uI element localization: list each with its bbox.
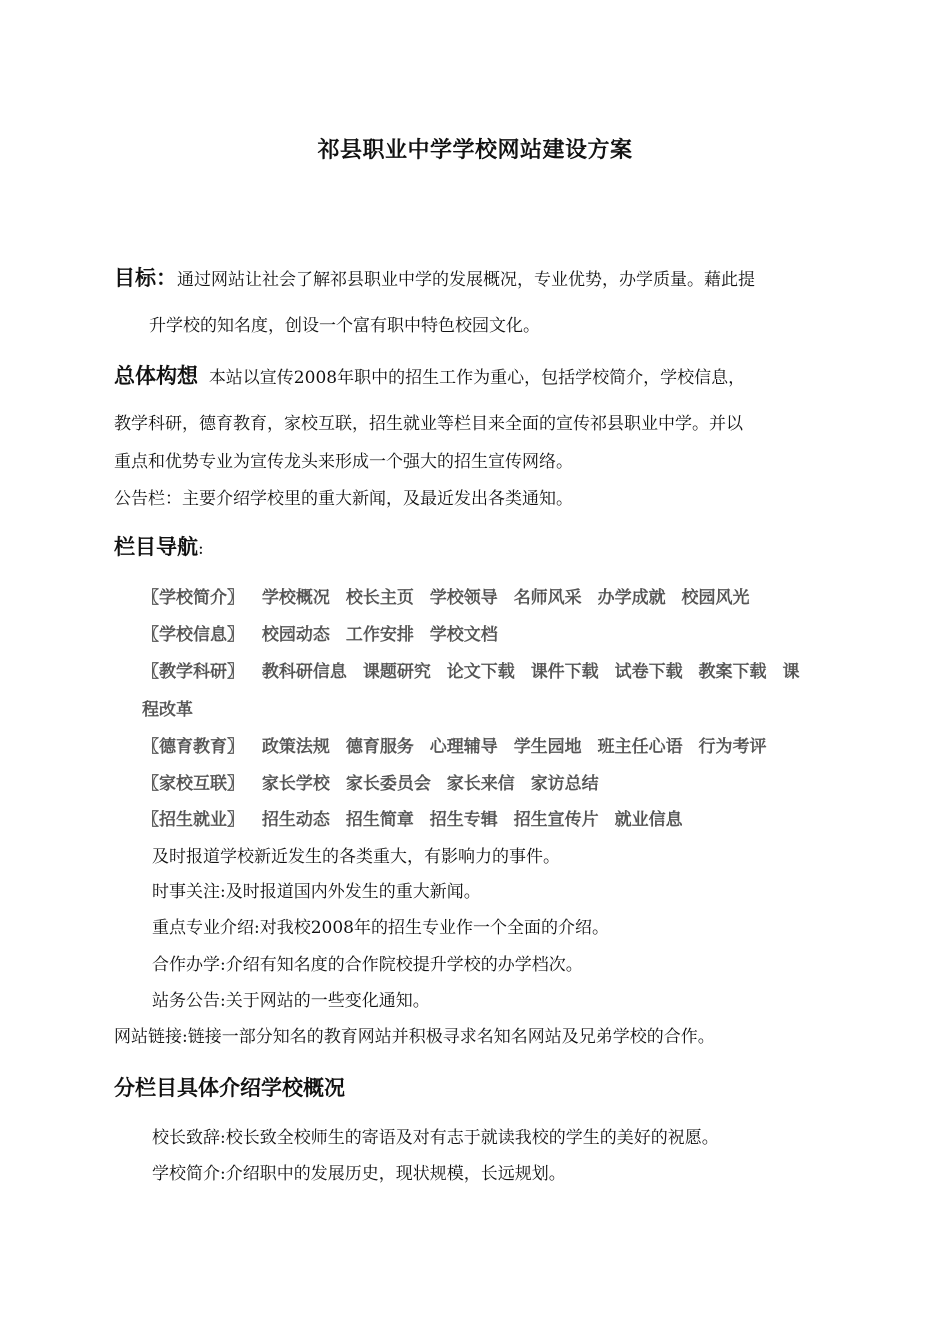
note-line: 时事关注:及时报道国内外发生的重大新闻。: [152, 882, 481, 902]
note-line: 站务公告:关于网站的一些变化通知。: [152, 991, 430, 1011]
nav-item[interactable]: 家长委员会: [345, 774, 431, 794]
nav-item[interactable]: 教案下载: [698, 662, 767, 682]
nav-item[interactable]: 校园风光: [681, 588, 750, 608]
nav-item[interactable]: 班主任心语: [597, 737, 683, 757]
concept-label: 总体构想: [114, 364, 198, 388]
nav-item[interactable]: 教科研信息: [261, 662, 347, 682]
nav-item[interactable]: 招生专辑: [429, 810, 498, 830]
nav-item[interactable]: 德育服务: [345, 737, 414, 757]
nav-row-teaching-research-cont: [142, 698, 193, 722]
nav-item[interactable]: 招生动态: [261, 810, 330, 830]
nav-item[interactable]: 校园动态: [261, 625, 330, 645]
nav-item[interactable]: 招生宣传片: [513, 810, 599, 830]
nav-item[interactable]: 工作安排: [345, 625, 414, 645]
nav-section-heading: [114, 535, 204, 561]
document-title: 祁县职业中学学校网站建设方案: [317, 138, 633, 163]
nav-section-label: 栏目导航: [114, 535, 198, 559]
detail-line: 学校简介:介绍职中的发展历史，现状规模，长远规划。: [152, 1164, 566, 1184]
nav-item[interactable]: 家长学校: [261, 774, 330, 794]
nav-row-admission-employment: [142, 808, 693, 832]
nav-item[interactable]: 校长主页: [345, 588, 414, 608]
nav-category: 〖德育教育〗: [142, 737, 244, 757]
note-line: 重点专业介绍:对我校2008年的招生专业作一个全面的介绍。: [152, 918, 609, 938]
nav-item[interactable]: 招生简章: [345, 810, 414, 830]
concept-text-2: 教学科研，德育教育，家校互联，招生就业等栏目来全面的宣传祁县职业中学。并以: [114, 414, 743, 434]
nav-row-home-school: [142, 772, 609, 796]
links-note: 网站链接:链接一部分知名的教育网站并积极寻求名知名网站及兄弟学校的合作。: [114, 1027, 715, 1047]
nav-row-school-intro: [142, 586, 760, 610]
note-line: 合作办学:介绍有知名度的合作院校提升学校的办学档次。: [152, 955, 583, 975]
goal-text-1: 通过网站让社会了解祁县职业中学的发展概况，专业优势，办学质量。藉此提: [177, 270, 755, 290]
nav-section-colon: :: [198, 539, 204, 559]
nav-item[interactable]: 办学成就: [597, 588, 666, 608]
nav-category: 〖家校互联〗: [142, 774, 244, 794]
detail-section-heading: 分栏目具体介绍学校概况: [114, 1076, 345, 1100]
nav-item[interactable]: 学生园地: [513, 737, 582, 757]
note-line: 及时报道学校新近发生的各类重大，有影响力的事件。: [152, 847, 560, 867]
nav-item[interactable]: 试卷下载: [614, 662, 683, 682]
nav-item[interactable]: 程改革: [142, 700, 193, 720]
nav-item[interactable]: 学校领导: [429, 588, 498, 608]
announcement-note: 公告栏：主要介绍学校里的重大新闻，及最近发出各类通知。: [114, 489, 573, 509]
nav-item[interactable]: 家长来信: [446, 774, 515, 794]
nav-item[interactable]: 论文下载: [446, 662, 515, 682]
nav-item[interactable]: 课件下载: [530, 662, 599, 682]
nav-item[interactable]: 学校文档: [429, 625, 498, 645]
nav-item[interactable]: 政策法规: [261, 737, 330, 757]
nav-item[interactable]: 课题研究: [362, 662, 431, 682]
nav-item[interactable]: 课: [782, 662, 800, 682]
nav-item[interactable]: 心理辅导: [429, 737, 498, 757]
nav-category: 〖招生就业〗: [142, 810, 244, 830]
nav-category: 〖学校信息〗: [142, 625, 244, 645]
nav-category: 〖学校简介〗: [142, 588, 244, 608]
nav-item[interactable]: 行为考评: [698, 737, 767, 757]
nav-row-moral-education: [142, 735, 777, 759]
concept-paragraph-line-1: [114, 364, 745, 390]
nav-category: 〖教学科研〗: [142, 662, 244, 682]
nav-item[interactable]: 家访总结: [530, 774, 599, 794]
nav-row-teaching-research: [142, 660, 809, 684]
nav-item[interactable]: 就业信息: [614, 810, 683, 830]
concept-text-1: 本站以宣传2008年职中的招生工作为重心，包括学校简介，学校信息，: [208, 368, 746, 388]
goal-text-2: 升学校的知名度，创设一个富有职中特色校园文化。: [149, 316, 540, 336]
nav-row-school-info: [142, 623, 508, 647]
goal-paragraph-line-1: [114, 266, 755, 292]
nav-item[interactable]: 学校概况: [261, 588, 330, 608]
goal-label: 目标：: [114, 266, 177, 290]
nav-item[interactable]: 名师风采: [513, 588, 582, 608]
concept-text-3: 重点和优势专业为宣传龙头来形成一个强大的招生宣传网络。: [114, 452, 573, 472]
detail-line: 校长致辞:校长致全校师生的寄语及对有志于就读我校的学生的美好的祝愿。: [152, 1128, 719, 1148]
